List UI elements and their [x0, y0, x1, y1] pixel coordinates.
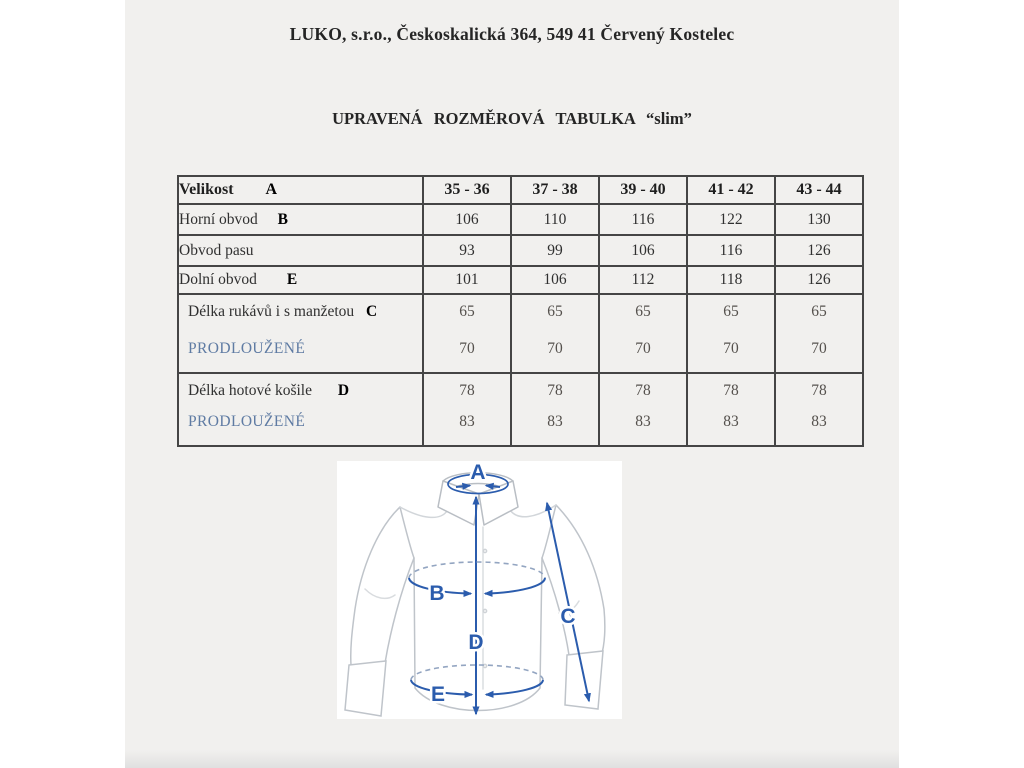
size-table — [177, 175, 864, 447]
chest-arrow-right — [485, 578, 545, 594]
cell-value-pair: 78 83 — [775, 373, 863, 446]
cell-value: 101 — [423, 266, 511, 294]
cell-value-pair: 78 83 — [423, 373, 511, 446]
cell-value: 116 — [687, 235, 775, 266]
shirt-body — [400, 505, 556, 711]
size-col-2: 37 - 38 — [511, 176, 599, 204]
row-label-obvod-pasu: Obvod pasu — [178, 235, 423, 266]
cell-value: 93 — [423, 235, 511, 266]
row-label-delka-kosile: Délka hotové košile D PRODLOUŽENÉ — [178, 373, 423, 446]
scan-edge-shadow — [125, 750, 899, 768]
cell-value-pair: 65 70 — [599, 294, 687, 373]
letter-e: E — [286, 271, 298, 288]
table-row-length — [178, 373, 863, 446]
cell-value: 118 — [687, 266, 775, 294]
cell-value: 110 — [511, 204, 599, 235]
button — [483, 664, 486, 667]
cell-value: 130 — [775, 204, 863, 235]
button — [483, 609, 486, 612]
cell-value-pair: 78 83 — [511, 373, 599, 446]
prodlouzene-label: PRODLOUŽENÉ — [188, 413, 306, 430]
table-header-row — [178, 176, 863, 204]
size-col-4: 41 - 42 — [687, 176, 775, 204]
table-row — [178, 266, 863, 294]
left-sleeve-inner — [385, 558, 414, 663]
left-sleeve-outer — [351, 507, 400, 665]
company-header: LUKO, s.r.o., Českoskalická 364, 549 41 Červený Kostelec — [289, 24, 735, 44]
velikost-label: Velikost — [179, 181, 234, 198]
table-row — [178, 235, 863, 266]
cell-value-pair: 78 83 — [599, 373, 687, 446]
letter-b: B — [277, 210, 289, 228]
cell-value: 106 — [511, 266, 599, 294]
label-d: D — [468, 631, 484, 654]
prodlouzene-label: PRODLOUŽENÉ — [188, 340, 306, 357]
hem-arrow-right — [486, 680, 543, 695]
cell-value: 122 — [687, 204, 775, 235]
cell-value: 116 — [599, 204, 687, 235]
button — [483, 549, 486, 552]
size-col-3: 39 - 40 — [599, 176, 687, 204]
row-label-delka-rukavu: Délka rukávů i s manžetou C PRODLOUŽENÉ — [178, 294, 423, 373]
cell-value-pair: 65 70 — [511, 294, 599, 373]
size-col-5: 43 - 44 — [775, 176, 863, 204]
left-elbow-fold — [365, 589, 395, 598]
cell-value: 99 — [511, 235, 599, 266]
letter-d: D — [337, 382, 350, 399]
document-title: UPRAVENÁ ROZMĚROVÁ TABULKA “slim” — [332, 109, 692, 128]
left-cuff — [345, 661, 386, 716]
table-row — [178, 204, 863, 235]
cell-value: 126 — [775, 266, 863, 294]
cell-value-pair: 78 83 — [687, 373, 775, 446]
cell-value-pair: 65 70 — [423, 294, 511, 373]
cell-value: 106 — [599, 235, 687, 266]
label-a: A — [470, 461, 486, 484]
size-col-1: 35 - 36 — [423, 176, 511, 204]
label-b: B — [429, 582, 445, 605]
header-size-label — [178, 176, 423, 204]
row-label-dolni-obvod: Dolní obvod E — [178, 266, 423, 294]
cell-value: 126 — [775, 235, 863, 266]
letter-c: C — [366, 303, 378, 320]
cell-value-pair: 65 70 — [687, 294, 775, 373]
label-c: C — [560, 605, 576, 628]
shirt-svg — [337, 461, 622, 719]
letter-a: A — [265, 181, 278, 198]
cell-value: 112 — [599, 266, 687, 294]
row-label-horni-obvod: Horní obvod B — [178, 204, 423, 235]
label-e: E — [430, 683, 446, 706]
shirt-measurement-diagram — [337, 461, 622, 719]
cell-value: 106 — [423, 204, 511, 235]
cell-value-pair: 65 70 — [775, 294, 863, 373]
table-row-sleeve — [178, 294, 863, 373]
